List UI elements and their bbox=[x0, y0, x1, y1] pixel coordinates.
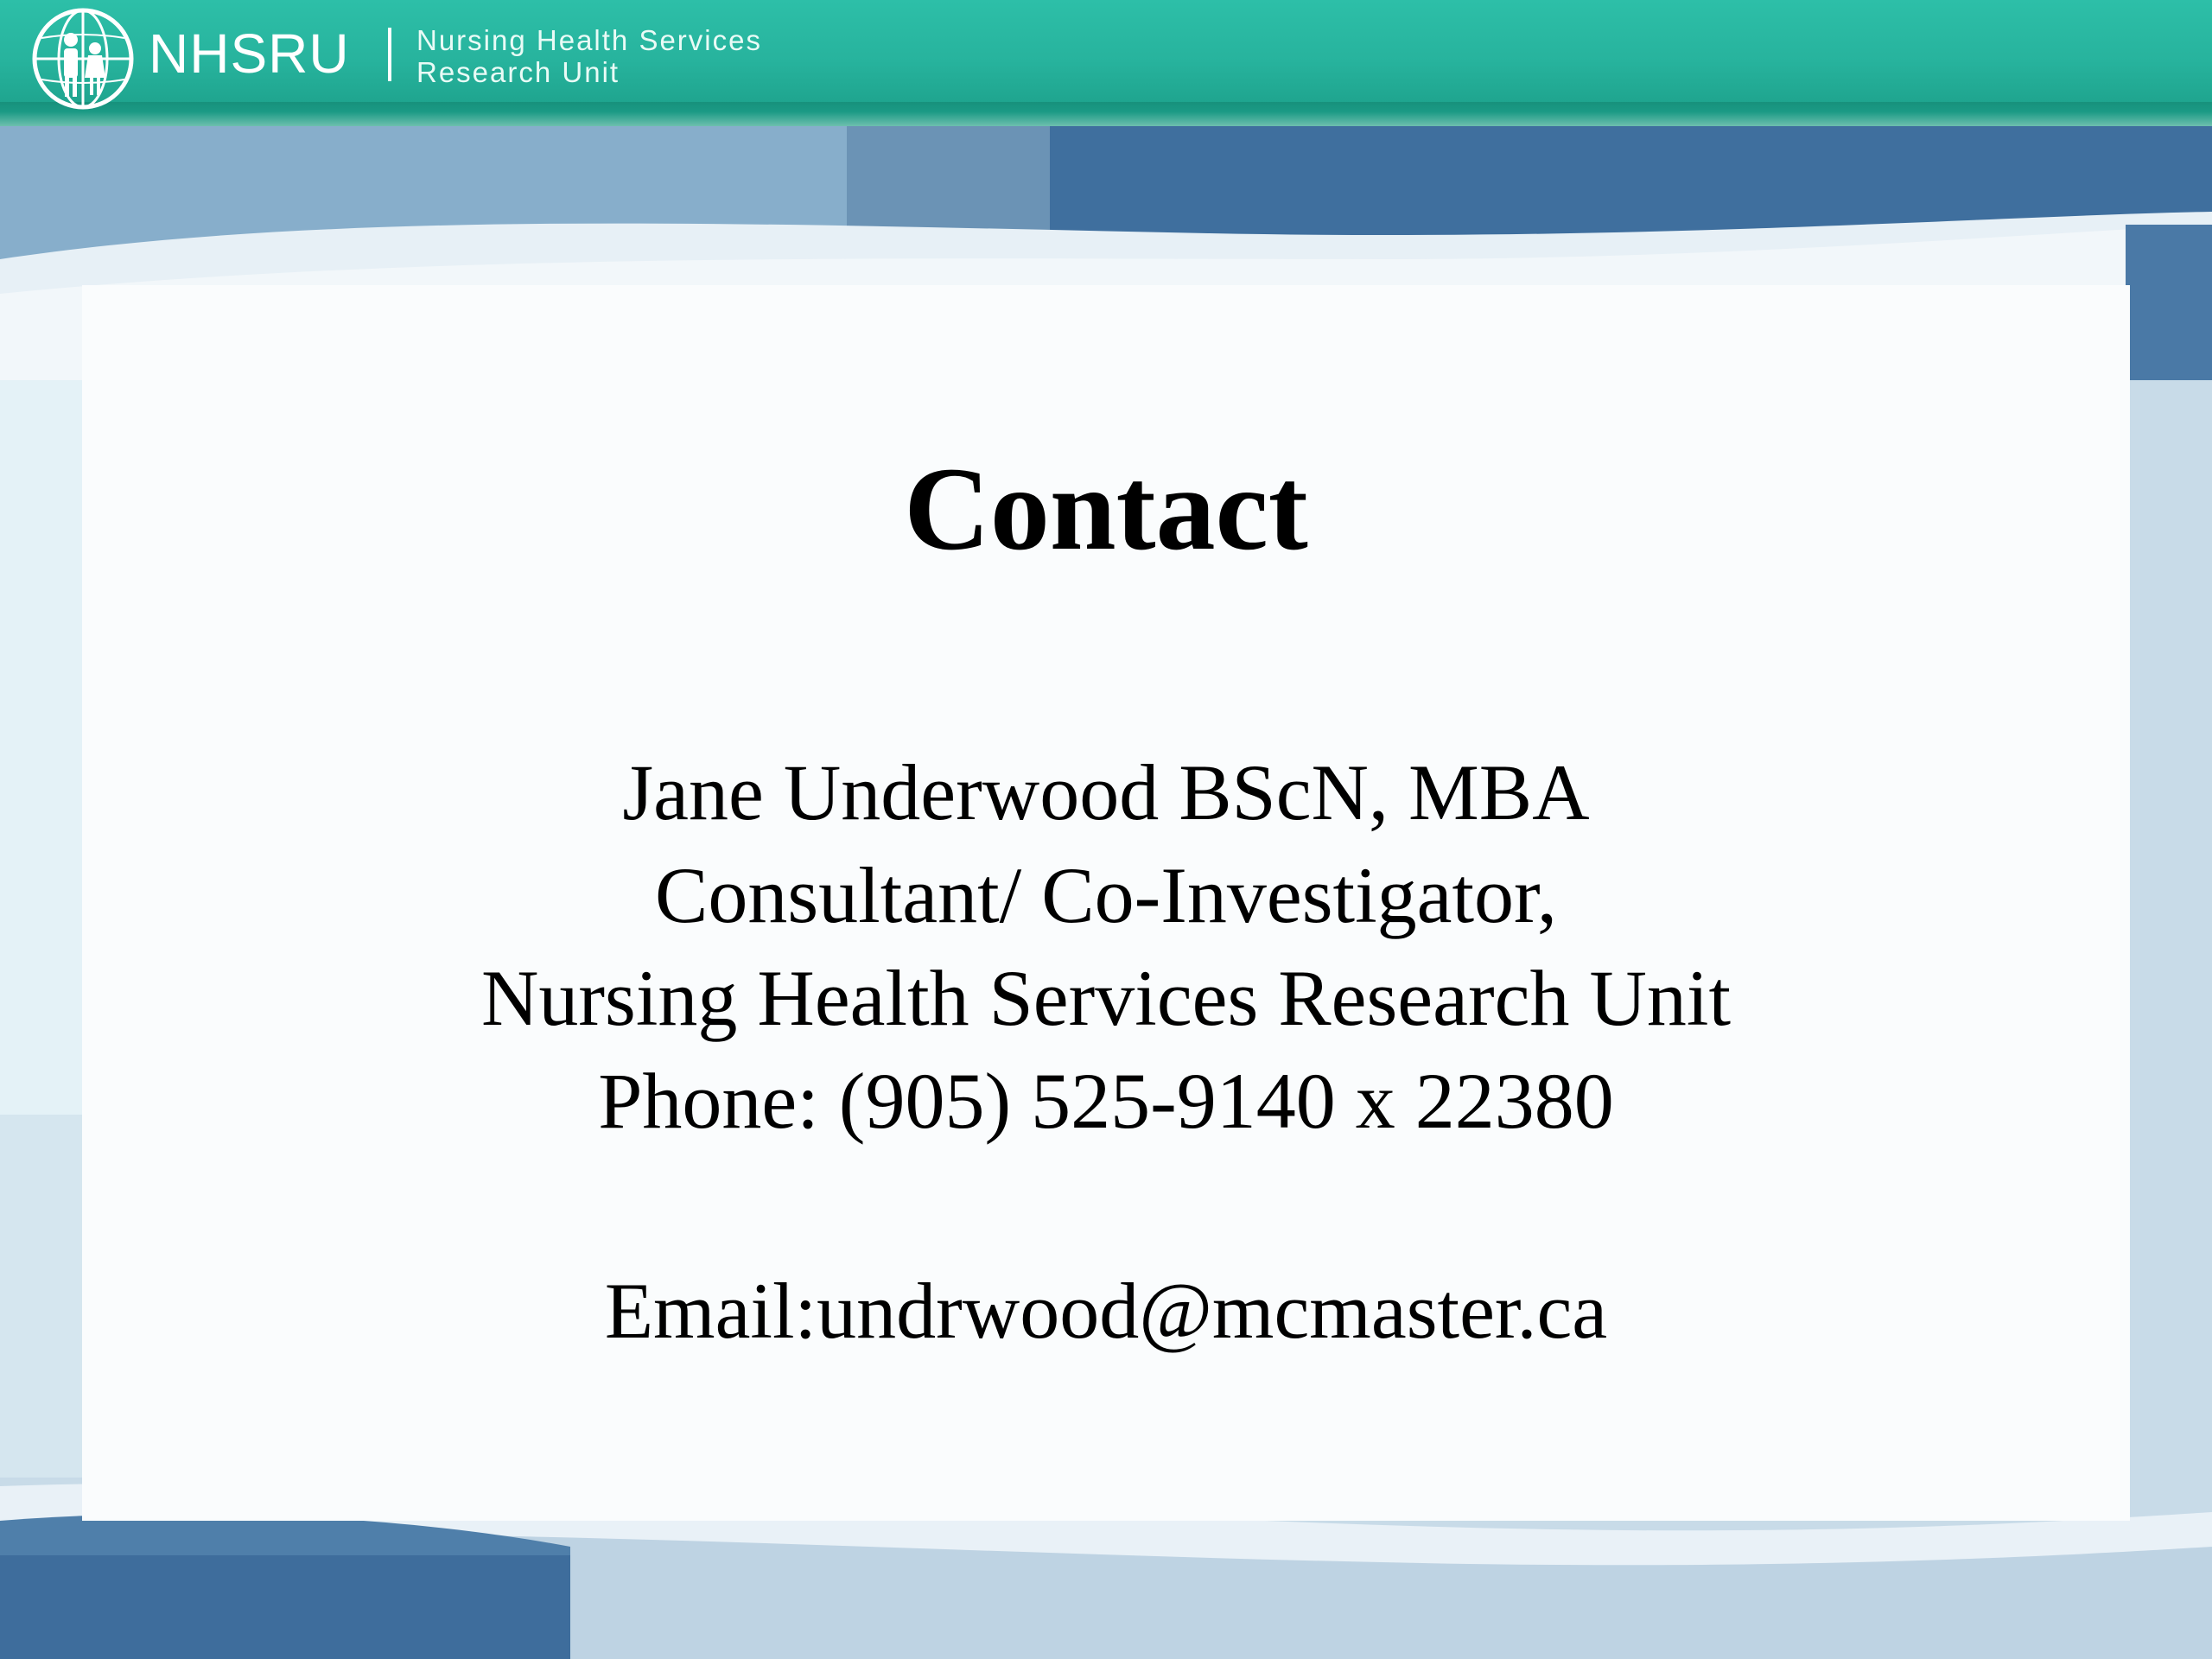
slide-title: Contact bbox=[904, 442, 1308, 575]
logo-name-line2: Research Unit bbox=[416, 56, 620, 88]
logo-name-line1: Nursing Health Services bbox=[416, 24, 762, 56]
nhsru-globe-logo-icon bbox=[26, 5, 142, 112]
contact-phone: Phone: (905) 525-9140 x 22380 bbox=[598, 1057, 1614, 1145]
logo-divider bbox=[388, 28, 391, 81]
logo-full-name bbox=[416, 24, 762, 88]
contact-role: Consultant/ Co-Investigator, bbox=[655, 851, 1557, 939]
contact-organization: Nursing Health Services Research Unit bbox=[480, 954, 1732, 1042]
contact-details bbox=[82, 741, 2130, 1363]
logo-acronym: NHSRU bbox=[149, 22, 350, 85]
header-stripe bbox=[0, 102, 2212, 126]
contact-email[interactable]: Email:undrwood@mcmaster.ca bbox=[604, 1267, 1608, 1355]
contact-name: Jane Underwood BScN, MBA bbox=[622, 748, 1590, 836]
slide-content bbox=[82, 285, 2130, 1521]
